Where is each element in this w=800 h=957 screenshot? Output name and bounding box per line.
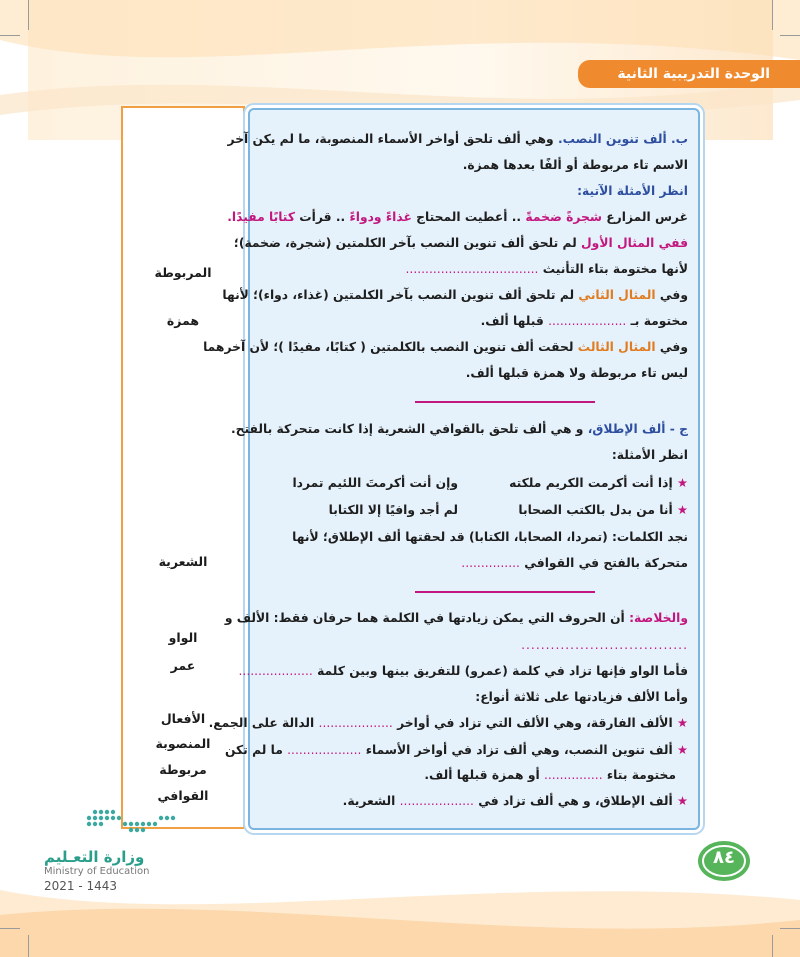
crop-mark: [0, 928, 20, 929]
summary-line: والخلاصة: أن الحروف التي يمكن زيادتها في الكلمة هما حرفان فقط: الألف و: [224, 611, 688, 625]
blank-dots: ...............: [461, 556, 520, 570]
verse-2-second-hemistich: لم أجد وافيًا إلا الكتابا: [328, 503, 458, 517]
blank-dots: ..................................: [521, 638, 688, 652]
margin-note: الأفعال: [160, 711, 206, 726]
blank-dots: ...................: [287, 743, 362, 757]
margin-note: المربوطة: [154, 265, 212, 280]
unit-title: الوحدة التدريبية الثانية: [617, 66, 770, 82]
blank-dots: ....................: [548, 314, 627, 328]
section-c-line: ج - ألف الإطلاق، و هي ألف تلحق بالقوافي الشعرية إذا كانت متحركة بالفتح.: [230, 422, 688, 436]
section-b-line: ب. ألف تنوين النصب. وهي ألف تلحق أواخر الأسماء المنصوبة، ما لم يكن آخر: [227, 132, 688, 146]
section-b-heading: ب. ألف تنوين النصب.: [557, 132, 688, 146]
crop-mark: [772, 935, 773, 957]
fill-in-line: فأما الواو فإنها تزاد في كلمة (عمرو) للتفريق بينها وبين كلمة ...................: [238, 664, 688, 678]
bullet-star-icon: ★: [676, 503, 688, 517]
section-c-heading: ج - ألف الإطلاق،: [587, 422, 688, 436]
example-sentence: غرس المزارع شجرةً ضخمةً .. أعطيت المحتاج غذاءً ودواءً .. قرأت كتابًا مفيدًا.: [227, 210, 688, 224]
verse-1-second-hemistich: وإن أنت أكرمتَ اللئيم تمردا: [292, 476, 458, 490]
unit-title-badge: [578, 60, 800, 88]
explanation-line: نجد الكلمات: (تمردا، الصحابا، الكتابا) قد لحقتها ألف الإطلاق؛ لأنها: [292, 530, 688, 544]
edition-year: 2021 - 1443: [44, 879, 118, 893]
summary-item-continuation: مختومة بتاء ............... أو همزة قبلها ألف.: [424, 768, 676, 782]
summary-item: ★ الألف الفارقة، وهي الألف التي تزاد في أواخر ................... الدالة على الجمع.: [208, 716, 688, 730]
crop-mark: [780, 928, 800, 929]
bullet-star-icon: ★: [676, 743, 688, 757]
fill-in-line: متحركة بالفتح في القوافي ...............: [461, 556, 688, 570]
ministry-name-arabic: وزارة التعـليم: [44, 848, 145, 866]
ministry-name-english: Ministry of Education: [44, 866, 150, 877]
crop-mark: [780, 35, 800, 36]
fill-in-line: مختومة بـ .................... قبلها ألف.: [480, 314, 688, 328]
crop-mark: [28, 0, 29, 30]
margin-note: همزة: [166, 313, 200, 328]
blank-dots: ...................: [318, 716, 393, 730]
summary-item: ★ ألف تنوين النصب، وهي ألف تزاد في أواخر الأسماء ................... ما لم تكن: [224, 743, 688, 757]
blank-dots: ..................................: [405, 262, 539, 276]
explanation-line: وفي المثال الثالث لحقت ألف تنوين النصب بالكلمتين ( كتابًا، مفيدًا )؛ لأن آخرهما: [203, 340, 688, 354]
crop-mark: [772, 0, 773, 30]
page-number: ٨٤: [713, 847, 735, 868]
section-b-line: الاسم تاء مربوطة أو ألفًا بعدها همزة.: [462, 158, 688, 172]
explanation-line: ليس تاء مربوطة ولا همزة قبلها ألف.: [465, 366, 688, 380]
fill-in-line: [521, 636, 688, 654]
summary-line: وأما الألف فزيادتها على ثلاثة أنواع:: [475, 690, 688, 704]
fill-in-line: لأنها مختومة بتاء التأنيث ..................................: [405, 262, 688, 276]
crop-mark: [0, 35, 20, 36]
margin-note: القوافي: [157, 788, 209, 803]
margin-note: المنصوبة: [155, 736, 211, 751]
bullet-star-icon: ★: [676, 794, 688, 808]
lesson-content-box: [203, 108, 700, 830]
section-divider: [415, 401, 595, 403]
summary-heading: والخلاصة:: [629, 611, 688, 625]
section-divider: [415, 591, 595, 593]
margin-note: الواو: [168, 630, 198, 645]
examples-heading: انظر الأمثلة:: [611, 448, 688, 462]
verse-2-first-hemistich: ★ أنا من بدل بالكتب الصحابا: [518, 503, 688, 517]
explanation-line: وفي المثال الثاني لم تلحق ألف تنوين النصب بآخر الكلمتين (غذاء، دواء)؛ لأنها: [222, 288, 688, 302]
crop-mark: [28, 935, 29, 957]
margin-note: الشعرية: [158, 554, 208, 569]
blank-dots: ...............: [543, 768, 603, 782]
verse-1-first-hemistich: ★ إذا أنت أكرمت الكريم ملكته: [509, 476, 688, 490]
blank-dots: ...................: [399, 794, 474, 808]
bullet-star-icon: ★: [676, 476, 688, 490]
margin-note: مربوطة: [159, 762, 207, 777]
examples-heading: انظر الأمثلة الآتية:: [577, 184, 688, 198]
margin-note: عمر: [170, 658, 196, 673]
summary-item: ★ ألف الإطلاق، و هي ألف تزاد في ................... الشعرية.: [342, 794, 688, 808]
bullet-star-icon: ★: [676, 716, 688, 730]
explanation-line: ففي المثال الأول لم تلحق ألف تنوين النصب بآخر الكلمتين (شجرة، ضخمة)؛: [233, 236, 688, 250]
blank-dots: ...................: [238, 664, 313, 678]
